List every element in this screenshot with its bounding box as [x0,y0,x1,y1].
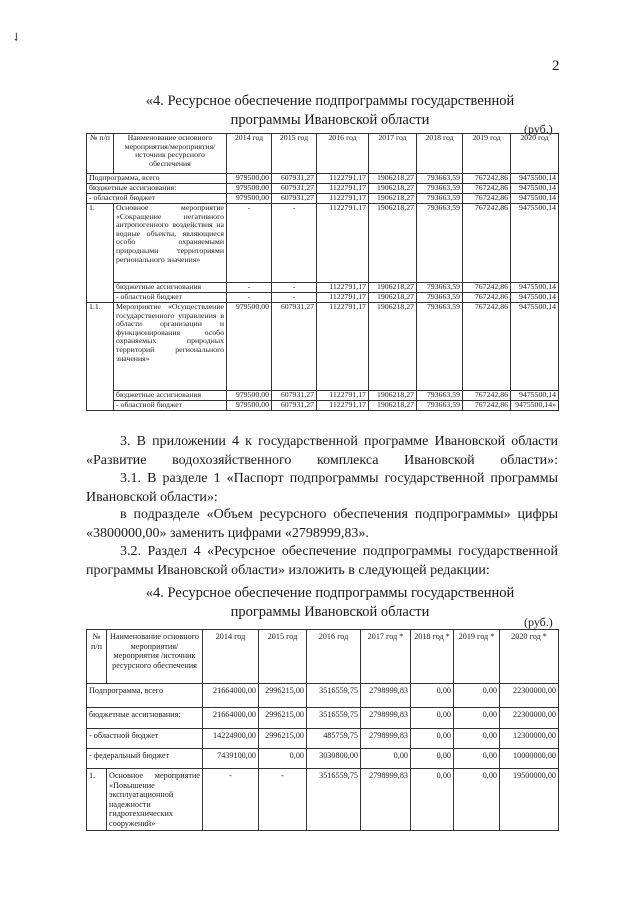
value-cell: 0,00 [411,729,454,749]
value-cell: 14224900,00 [203,729,259,749]
value-cell: 2798999,83 [361,769,411,831]
row-label: - областной бюджет [87,194,227,204]
value-cell: 793663,59 [417,283,463,293]
value-cell: 793663,59 [417,204,463,283]
row-label: бюджетные ассигнования: [87,184,227,194]
column-header: 2017 год [369,134,417,174]
table-header-row [87,134,559,174]
value-cell: 22300000,00 [500,684,559,708]
column-header: № п/п [87,630,107,684]
column-header: 2019 год * [454,630,500,684]
column-header: Наименование основного мероприятия/мероприятия/ источник ресурсного обеспечения [114,134,227,174]
row-label: бюджетные ассигнования: [87,708,203,729]
table-row [87,204,559,283]
value-cell: 767242,86 [463,184,511,194]
value-cell: 767242,86 [463,303,511,391]
value-cell: 1906218,27 [369,184,417,194]
page-number: 2 [552,58,560,74]
table-row [87,684,559,708]
value-cell: 7439100,00 [203,749,259,769]
table-row [87,293,559,303]
value-cell: - [272,283,317,293]
row-label: Мероприятие «Осуществление государственного управления в области организации и функционирования особо охраняемых природных территорий регионального значения» [114,303,227,391]
value-cell: - [203,769,259,831]
section2-heading-line2: программы Ивановской области [230,604,430,620]
value-cell: 3516559,75 [307,708,361,729]
value-cell: 0,00 [454,729,500,749]
value-cell: - [227,204,272,283]
value-cell: 0,00 [454,684,500,708]
value-cell: 767242,86 [463,194,511,204]
paragraph-3-1-sub: в подразделе «Объем ресурсного обеспечения подпрограммы» цифры «3800000,00» заменить цифрами «2798999,83». [86,507,558,541]
value-cell: 9475500,14 [511,391,559,401]
value-cell: 979500,00 [227,401,272,411]
value-cell: 979500,00 [227,174,272,184]
value-cell: 12300000,00 [500,729,559,749]
row-label: бюджетные ассигнования [114,391,227,401]
value-cell: 1906218,27 [369,391,417,401]
column-header: 2015 год [272,134,317,174]
value-cell: 9475500,14 [511,204,559,283]
value-cell: 1122791,17 [317,391,369,401]
value-cell: 2996215,00 [259,684,307,708]
row-number: 1. [87,769,107,831]
value-cell: 3516559,75 [307,684,361,708]
column-header: 2019 год [463,134,511,174]
value-cell: 9475500,14 [511,283,559,293]
column-header: 2015 год [259,630,307,684]
column-header: 2014 год [203,630,259,684]
value-cell: 767242,86 [463,283,511,293]
column-header: 2016 год [307,630,361,684]
value-cell: 1122791,17 [317,184,369,194]
value-cell: 607931,27 [272,391,317,401]
column-header: 2016 год [317,134,369,174]
value-cell: 793663,59 [417,194,463,204]
value-cell: 1122791,17 [317,283,369,293]
row-label: - федеральный бюджет [87,749,203,769]
value-cell: 979500,00 [227,391,272,401]
value-cell: 0,00 [411,769,454,831]
table-row [87,749,559,769]
value-cell: 19500000,00 [500,769,559,831]
value-cell: 979500,00 [227,184,272,194]
value-cell: 1906218,27 [369,174,417,184]
section1-heading-line1: «4. Ресурсное обеспечение подпрограммы государственной [145,93,515,109]
value-cell: 2996215,00 [259,729,307,749]
value-cell: 607931,27 [272,303,317,391]
value-cell: 1122791,17 [317,401,369,411]
value-cell: - [259,769,307,831]
value-cell: 793663,59 [417,401,463,411]
value-cell: 1906218,27 [369,293,417,303]
table-row [87,769,559,831]
value-cell: 607931,27 [272,174,317,184]
row-number: 1. [87,204,114,303]
value-cell: 767242,86 [463,174,511,184]
value-cell: 767242,86 [463,401,511,411]
column-header: 2020 год [511,134,559,174]
value-cell: 21664000,00 [203,708,259,729]
value-cell: 0,00 [454,749,500,769]
paragraph-3: 3. В приложении 4 к государственной программе Ивановской области «Развитие водохозяйственного комплекса Ивановской области»: [86,434,558,468]
value-cell: 767242,86 [463,391,511,401]
value-cell: 1906218,27 [369,303,417,391]
value-cell: 767242,86 [463,293,511,303]
value-cell: 1906218,27 [369,204,417,283]
row-label: Подпрограмма, всего [87,174,227,184]
table-row [87,184,559,194]
section2-heading-line1: «4. Ресурсное обеспечение подпрограммы государственной [145,585,515,601]
value-cell: 793663,59 [417,303,463,391]
table-row [87,708,559,729]
value-cell: - [227,283,272,293]
row-label: бюджетные ассигнования [114,283,227,293]
value-cell: 0,00 [454,708,500,729]
value-cell: 485759,75 [307,729,361,749]
row-label: Подпрограмма, всего [87,684,203,708]
value-cell: 979500,00 [227,194,272,204]
column-header: Наименование основного мероприятия/мероприятия /источник ресурсного обеспечения [107,630,203,684]
value-cell: 0,00 [361,749,411,769]
row-number: 1.1. [87,303,114,411]
value-cell: 0,00 [259,749,307,769]
value-cell: 3516559,75 [307,769,361,831]
value-cell: 1906218,27 [369,401,417,411]
value-cell: 2996215,00 [259,708,307,729]
value-cell: 2798999,83 [361,684,411,708]
section1-table [86,133,559,411]
value-cell: 0,00 [411,684,454,708]
value-cell: 0,00 [411,708,454,729]
value-cell: 607931,27 [272,184,317,194]
value-cell: 9475500,14 [511,174,559,184]
paragraph-3-1: 3.1. В разделе 1 «Паспорт подпрограммы государственной программы Ивановской области»: [86,471,558,505]
column-header: 2014 год [227,134,272,174]
row-label: - областной бюджет [114,401,227,411]
value-cell: 793663,59 [417,174,463,184]
column-header: 2018 год * [411,630,454,684]
table-row [87,391,559,401]
row-label: - областной бюджет [114,293,227,303]
paragraph-3-2: 3.2. Раздел 4 «Ресурсное обеспечение подпрограммы государственной программы Ивановской области» изложить в следующей редакции: [86,544,558,578]
table-row [87,303,559,391]
value-cell: 9475500,14 [511,194,559,204]
section1-heading-line2: программы Ивановской области [230,112,430,128]
value-cell: 793663,59 [417,184,463,194]
section1-heading [110,92,550,130]
value-cell: - [227,293,272,303]
value-cell: 1122791,17 [317,303,369,391]
value-cell: 1122791,17 [317,174,369,184]
value-cell: 2798999,83 [361,708,411,729]
value-cell: 21664000,00 [203,684,259,708]
value-cell: 1122791,17 [317,194,369,204]
value-cell: 22300000,00 [500,708,559,729]
table-header-row [87,630,559,684]
row-label: Основное мероприятие «Повышение эксплуатационной надежности гидротехнических сооружений» [107,769,203,831]
value-cell: 9475500,14 [511,293,559,303]
section2-unit: (руб.) [524,615,553,629]
row-label: Основное мероприятие «Сокращение негативного антропогенного воздействия на водные объекты, являющиеся особо охраняемыми природными территориями регионального значения» [114,204,227,283]
value-cell: 9475500,14» [511,401,559,411]
section2-heading [110,584,550,622]
value-cell: - [272,204,317,283]
value-cell: 10000000,00 [500,749,559,769]
column-header: 2017 год * [361,630,411,684]
table-row [87,401,559,411]
value-cell: 1122791,17 [317,204,369,283]
section1-unit: (руб.) [524,122,553,136]
value-cell: 9475500,14 [511,184,559,194]
value-cell: 607931,27 [272,194,317,204]
value-cell: 607931,27 [272,401,317,411]
value-cell: 0,00 [454,769,500,831]
table-row [87,174,559,184]
value-cell: 0,00 [411,749,454,769]
value-cell: 2798999,83 [361,729,411,749]
value-cell: 979500,00 [227,303,272,391]
value-cell: - [272,293,317,303]
section2-table [86,629,559,831]
value-cell: 793663,59 [417,293,463,303]
value-cell: 1906218,27 [369,194,417,204]
value-cell: 767242,86 [463,204,511,283]
table-row [87,283,559,293]
column-header: 2018 год [417,134,463,174]
column-header: № п/п [87,134,114,174]
table-row [87,194,559,204]
column-header: 2020 год * [500,630,559,684]
row-label: - областной бюджет [87,729,203,749]
value-cell: 1906218,27 [369,283,417,293]
margin-check-mark: ✓ [8,28,26,46]
value-cell: 3030800,00 [307,749,361,769]
value-cell: 793663,59 [417,391,463,401]
table-row [87,729,559,749]
value-cell: 1122791,17 [317,293,369,303]
value-cell: 9475500,14 [511,303,559,391]
